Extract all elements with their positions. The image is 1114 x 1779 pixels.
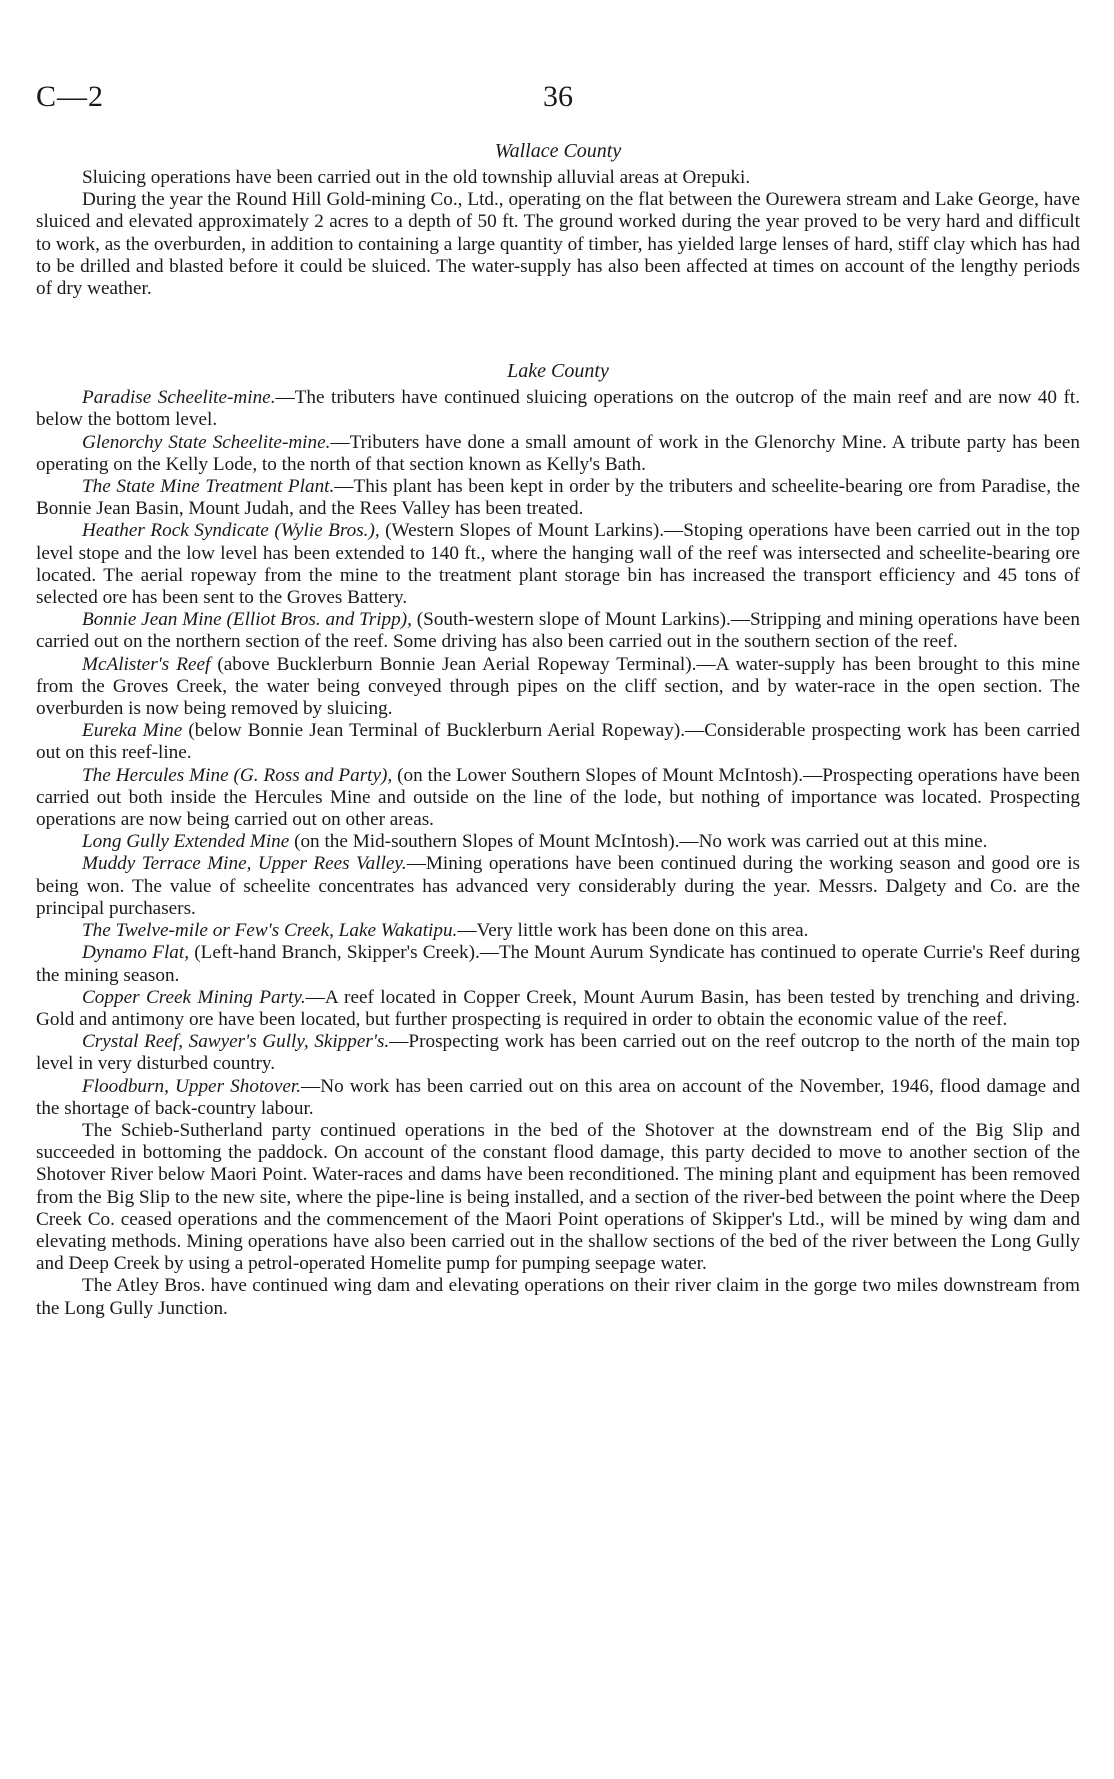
paragraph: Bonnie Jean Mine (Elliot Bros. and Tripp), (South-western slope of Mount Larkins).—Stripping and mining operations have been carried out on the northern section of the reef. Some driving has also been carried out in the southern section of the reef. [36,609,1080,653]
paragraph: The State Mine Treatment Plant.—This plant has been kept in order by the tributers and scheelite-bearing ore from Paradise, the Bonnie Jean Basin, Mount Judah, and the Rees Valley has been treated. [36,476,1080,520]
page-number: 36 [543,80,573,113]
paragraph: Floodburn, Upper Shotover.—No work has been carried out on this area on account of the November, 1946, flood damage and the shortage of back-country labour. [36,1075,1080,1119]
section-title-lake: Lake County [507,360,609,383]
paragraph: Sluicing operations have been carried out in the old township alluvial areas at Orepuki. [82,167,751,188]
document-page [36,0,1080,1320]
paragraph: Crystal Reef, Sawyer's Gully, Skipper's.—Prospecting work has been carried out on the reef outcrop to the north of the main top level in very disturbed country. [36,1031,1080,1075]
paragraph: The Twelve-mile or Few's Creek, Lake Wakatipu.—Very little work has been done on this area. [82,920,809,942]
paragraph: Muddy Terrace Mine, Upper Rees Valley.—Mining operations have been continued during the working season and good ore is being won. The value of scheelite concentrates has advanced very considerably during the year. Messrs. Dalgety and Co. are the principal purchasers. [36,853,1080,919]
paragraph: Eureka Mine (below Bonnie Jean Terminal of Bucklerburn Aerial Ropeway).—Considerable prospecting work has been carried out on this reef-line. [36,720,1080,764]
paragraph: Long Gully Extended Mine (on the Mid-southern Slopes of Mount McIntosh).—No work was carried out at this mine. [82,831,988,853]
paragraph: During the year the Round Hill Gold-mining Co., Ltd., operating on the flat between the Ourewera stream and Lake George, have sluiced and elevated approximately 2 acres to a depth of 50 ft. The ground worked during the year proved to be very hard and difficult to work, as the overburden, in addition to containing a large quantity of timber, has yielded large lenses of hard, stiff clay which has had to be drilled and blasted before it could be sluiced. The water-supply has also been affected at times on account of the lengthy periods of dry weather. [36,189,1080,300]
paragraph: McAlister's Reef (above Bucklerburn Bonnie Jean Aerial Ropeway Terminal).—A water-supply has been brought to this mine from the Groves Creek, the water being conveyed through pipes on the cliff section, and by water-race in the open section. The overburden is now being removed by sluicing. [36,653,1080,720]
page-header [36,0,1080,113]
paragraph: The Schieb-Sutherland party continued operations in the bed of the Shotover at the downstream end of the Big Slip and succeeded in bottoming the paddock. On account of the constant flood damage, this party decided to move to another section of the Shotover River below Maori Point. Water-races and dams have been reconditioned. The mining plant and equipment has been removed from the Big Slip to the new site, where the pipe-line is being installed, and a section of the river-bed between the point where the Deep Creek Co. ceased operations and the commencement of the Maori Point operations of Skipper's Ltd., will be mined by wing dam and elevating methods. Mining operations have also been carried out in the shallow sections of the bed of the river between the Long Gully and Deep Creek by using a petrol-operated Homelite pump for pumping seepage water. [36,1119,1080,1275]
paragraph: Copper Creek Mining Party.—A reef located in Copper Creek, Mount Aurum Basin, has been tested by trenching and driving. Gold and antimony ore have been located, but further prospecting is required in order to obtain the economic value of the reef. [36,986,1080,1030]
paragraph: Dynamo Flat, (Left-hand Branch, Skipper's Creek).—The Mount Aurum Syndicate has continued to operate Currie's Reef during the mining season. [36,942,1080,986]
paragraph: Paradise Scheelite-mine.—The tributers have continued sluicing operations on the outcrop of the main reef and are now 40 ft. below the bottom level. [36,387,1080,431]
section-code: C—2 [36,80,105,113]
section-title-wallace: Wallace County [494,140,622,162]
paragraph: The Hercules Mine (G. Ross and Party), (on the Lower Southern Slopes of Mount McIntosh).—Prospecting operations have been carried out both inside the Hercules Mine and outside on the line of the lode, but nothing of importance was located. Prospecting operations are now being carried out on other areas. [36,764,1081,831]
paragraph: The Atley Bros. have continued wing dam and elevating operations on their river claim in the gorge two miles downstream from the Long Gully Junction. [36,1275,1080,1319]
paragraph: Glenorchy State Scheelite-mine.—Tributers have done a small amount of work in the Glenorchy Mine. A tribute party has been operating on the Kelly Lode, to the north of that section known as Kelly's Bath. [36,431,1080,475]
section-spacer [36,300,1080,336]
paragraph: Heather Rock Syndicate (Wylie Bros.), (Western Slopes of Mount Larkins).—Stoping operations have been carried out in the top level stope and the low level has been extended to 140 ft., where the hanging wall of the reef was intersected and scheelite-bearing ore located. The aerial ropeway from the mine to the treatment plant storage bin has increased the transport efficiency and 45 tons of selected ore has been sent to the Groves Battery. [36,520,1080,609]
